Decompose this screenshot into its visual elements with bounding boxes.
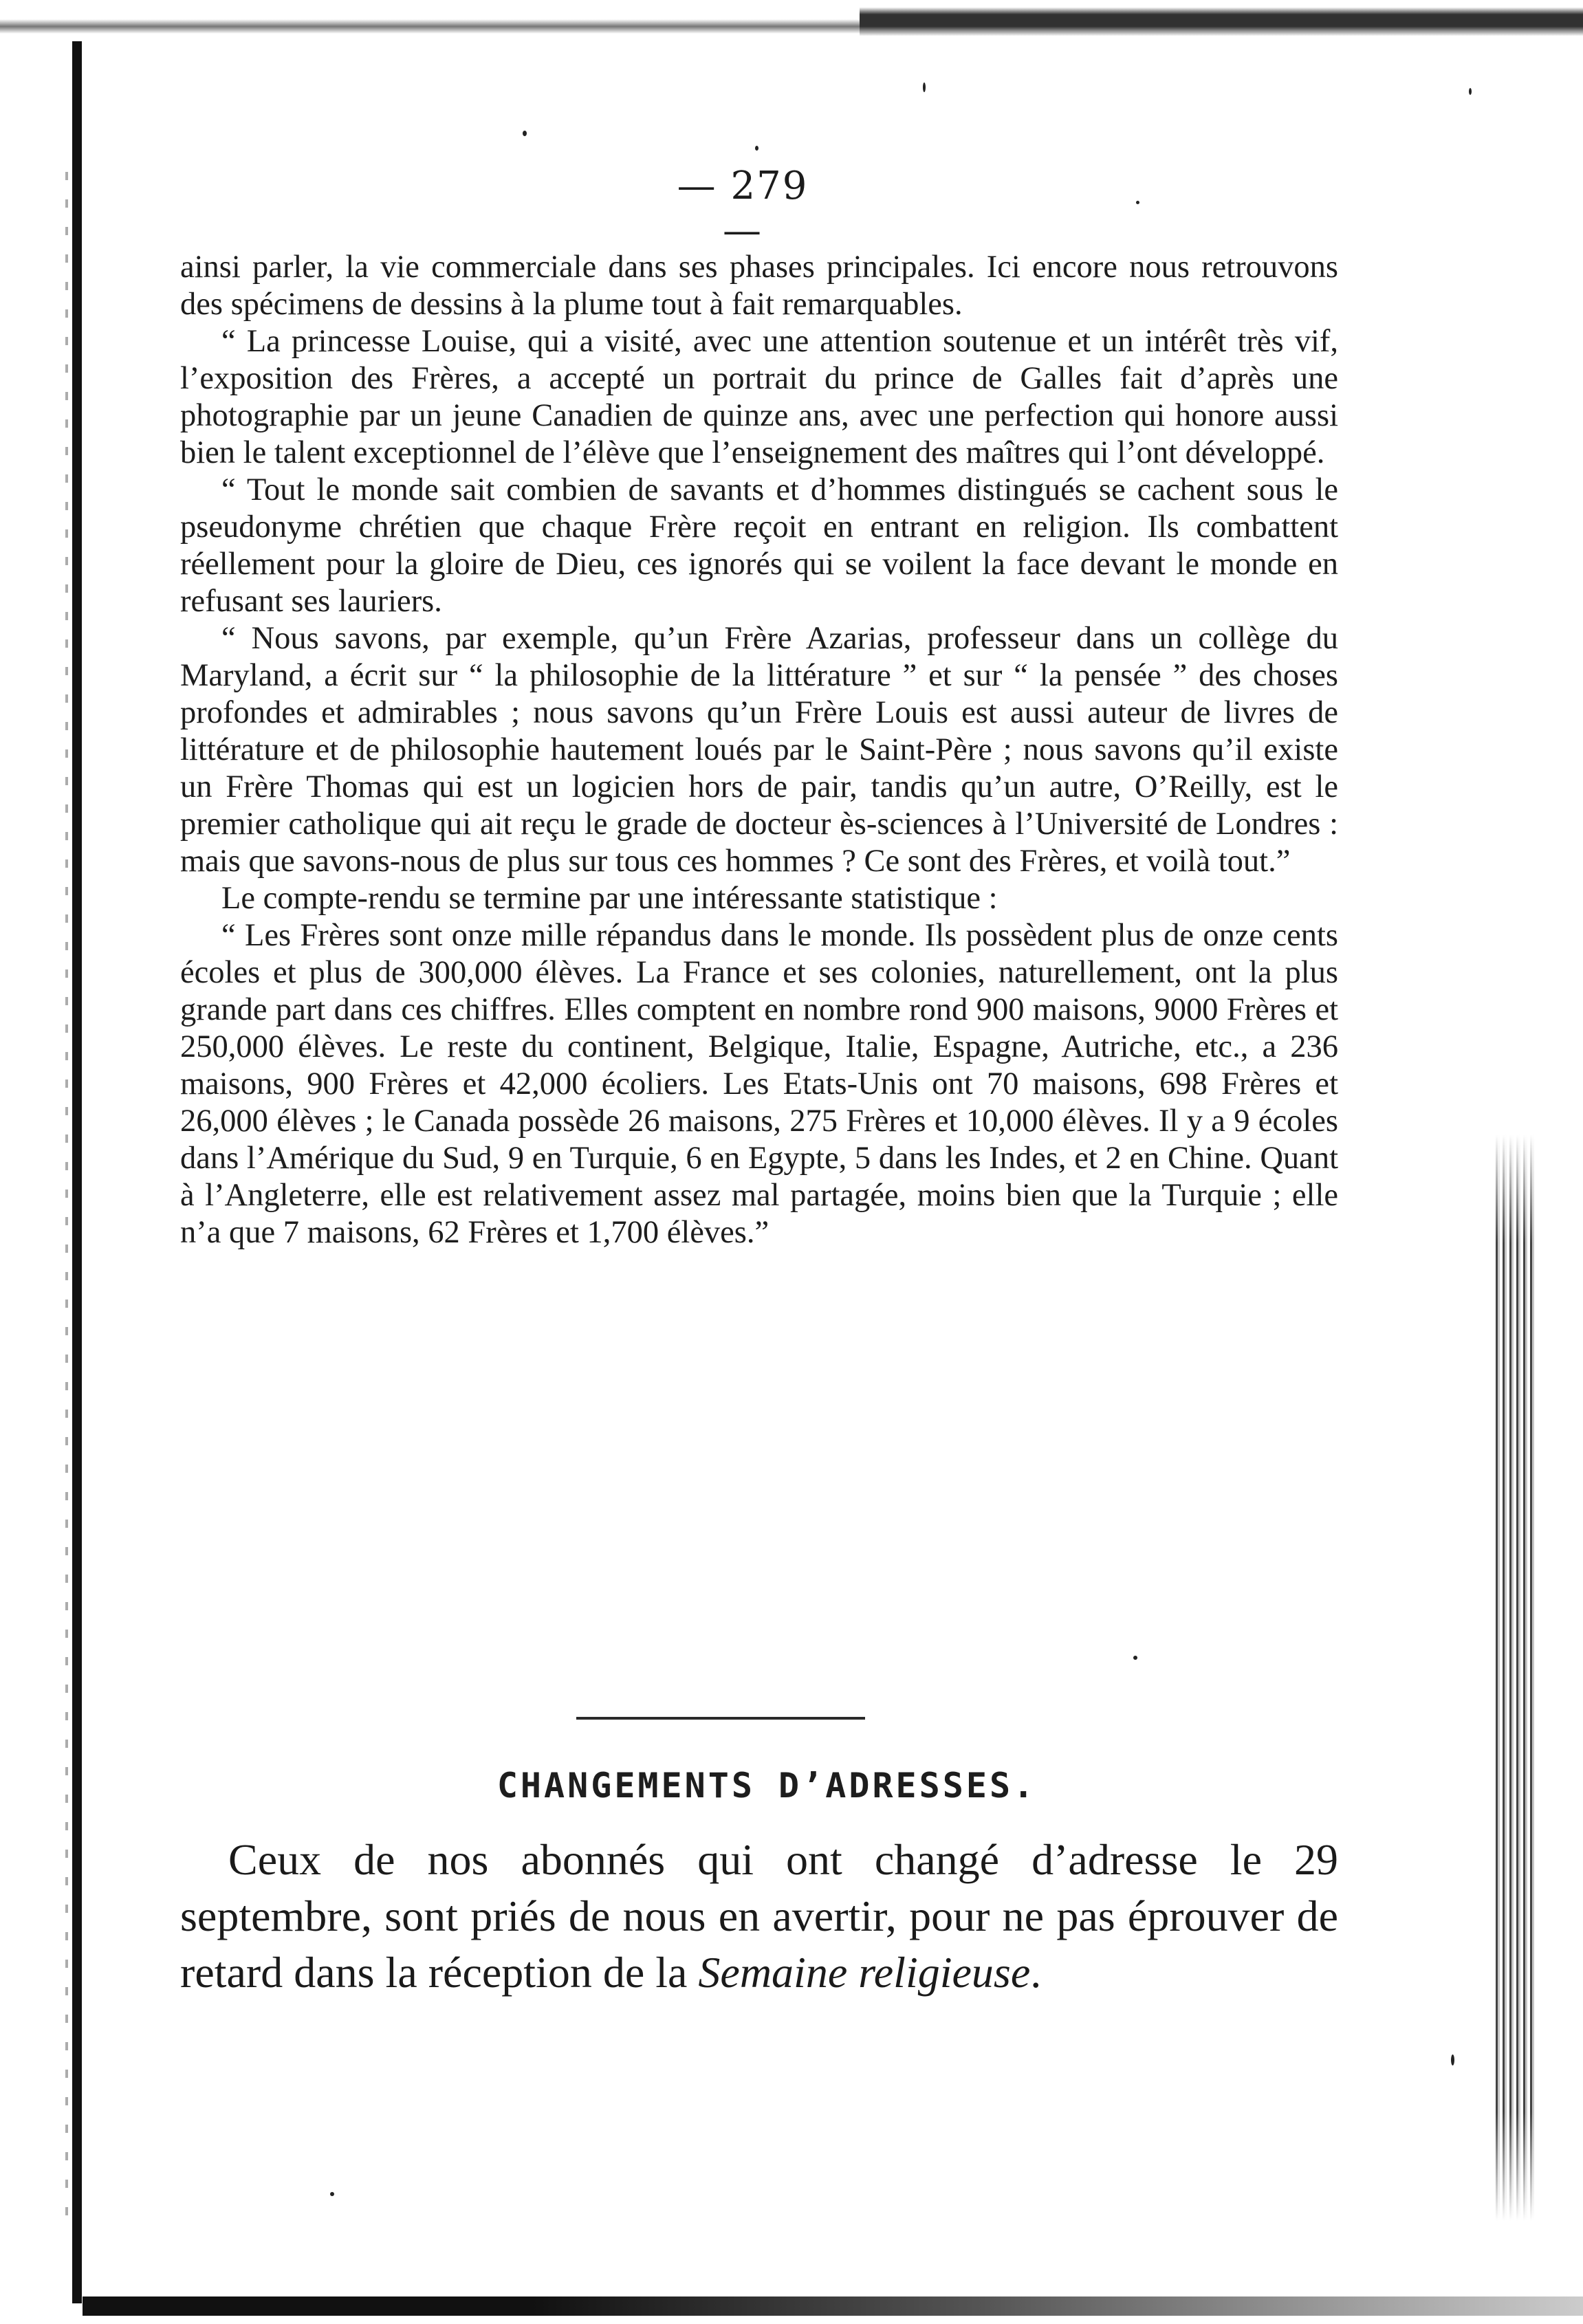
- scan-speck: [330, 2192, 334, 2196]
- scan-edge-right-fade: [1496, 1134, 1537, 2221]
- paragraph: Le compte-rendu se termine par une intéressante statistique :: [221, 881, 998, 916]
- paragraph: “ Tout le monde sait combien de savants et d’hommes distingués se cachent sous le pseudonyme chrétien que chaque Frère reçoit en entrant en religion. Ils combattent réellement pour la gloire de Dieu, ces ignorés qui se voilent la face devant le monde en refusant ses lauriers.: [180, 472, 1338, 619]
- notice-text: Ceux de nos abonnés qui ont changé d’adresse le 29 septembre, sont priés de nous en avertir, pour ne pas éprouver de retard dans la réception de la: [180, 1835, 1338, 1997]
- paragraph: “ La princesse Louise, qui a visité, avec une attention soutenue et un intérêt très vif, l’exposition des Frères, a accepté un portrait du prince de Galles fait d’après une photographie par un jeune Canadien de quinze ans, avec une perfection qui honore aussi bien le talent exceptionnel de l’élève que l’enseignement des maîtres qui l’ont développé.: [180, 324, 1338, 470]
- paragraph: ainsi parler, la vie commerciale dans ses phases principales. Ici encore nous retrouvons des spécimens de dessins à la plume tout à fait remarquables.: [180, 250, 1338, 322]
- scan-edge-top-faded: [0, 0, 860, 48]
- page-number: — 279 —: [677, 164, 809, 253]
- scan-edge-left: [72, 41, 82, 2303]
- scan-speck: [1133, 1656, 1137, 1660]
- notice-end: .: [1030, 1948, 1042, 1997]
- scan-speck: [755, 146, 758, 151]
- scan-speck: [923, 83, 926, 92]
- scan-speck: [523, 131, 527, 136]
- publication-title: Semaine religieuse: [698, 1948, 1031, 1997]
- notice-body: [180, 1832, 1338, 2001]
- notice-heading: CHANGEMENTS D’ADRESSES.: [496, 1766, 1037, 1806]
- paragraph: “ Les Frères sont onze mille répandus dans le monde. Ils possèdent plus de onze cents écoles et plus de 300,000 élèves. La France et ses colonies, naturellement, ont la plus grande part dans ces chiffres. Elles comptent en nombre rond 900 maisons, 9000 Frères et 250,000 élèves. Le reste du continent, Belgique, Italie, Espagne, Autriche, etc., a 236 maisons, 900 Frères et 42,000 écoliers. Les Etats-Unis ont 70 maisons, 698 Frères et 26,000 élèves ; le Canada possède 26 maisons, 275 Frères et 10,000 élèves. Il y a 9 écoles dans l’Amérique du Sud, 9 en Turquie, 6 en Egypte, 5 dans les Indes, et 2 en Chine. Quant à l’Angleterre, elle est relativement assez mal partagée, moins bien que la Turquie ; elle n’a que 7 maisons, 62 Frères et 1,700 élèves.”: [180, 918, 1338, 1250]
- scan-edge-bottom: [83, 2296, 1583, 2316]
- scan-speck: [1451, 2054, 1454, 2065]
- paragraph: “ Nous savons, par exemple, qu’un Frère Azarias, professeur dans un collège du Maryland, a écrit sur “ la philosophie de la littérature ” et sur “ la pensée ” des choses profondes et admirables ; nous savons qu’un Frère Louis est aussi auteur de livres de littérature et de philosophie hautement loués par le Saint-Père ; nous savons qu’il existe un Frère Thomas qui est un logicien hors de pair, tandis qu’un autre, O’Reilly, est le premier catholique qui ait reçu le grade de docteur ès-sciences à l’Université de Londres : mais que savons-nous de plus sur tous ces hommes ? Ce sont des Frères, et voilà tout.”: [180, 621, 1338, 879]
- scan-speck: [1136, 201, 1139, 204]
- notice-paragraph: [180, 1832, 1338, 2001]
- article-body: [180, 249, 1338, 1251]
- scan-speck: [1469, 88, 1472, 95]
- section-divider: [576, 1717, 865, 1720]
- scan-edge-left-marks: [65, 172, 68, 2235]
